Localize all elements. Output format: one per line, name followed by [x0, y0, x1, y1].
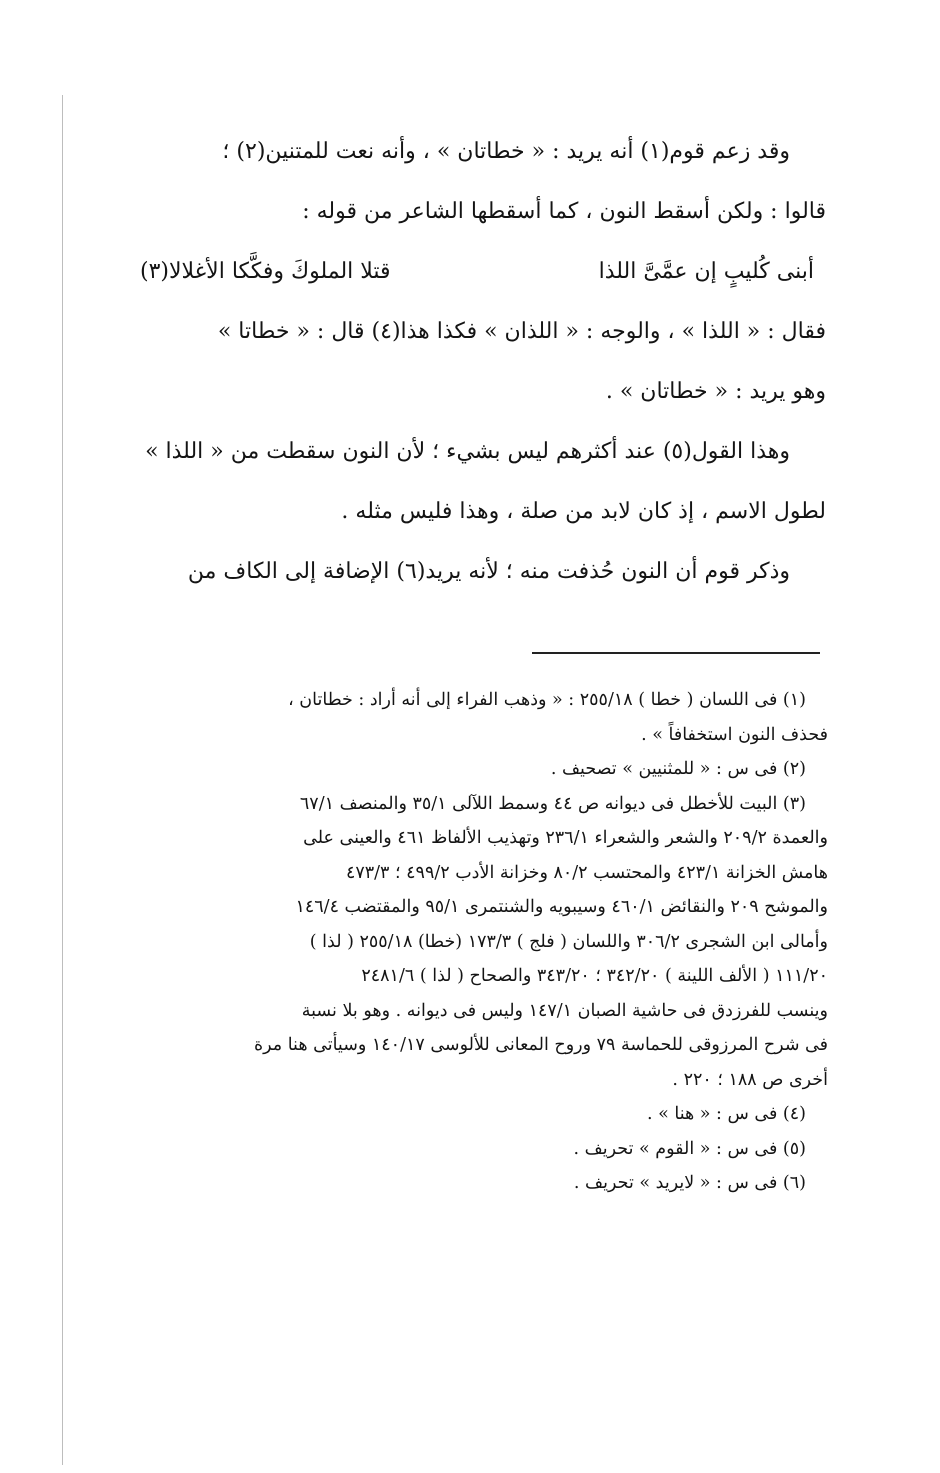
footnote-line: (٣) البيت للأخطل فى ديوانه ص ٤٤ وسمط اللآلى ٣٥/١ والمنصف ٦٧/١: [299, 793, 806, 814]
verse-line: [140, 242, 826, 302]
footnotes: [148, 683, 828, 1201]
footnote-line: والموشح ٢٠٩ والنقائض ٤٦٠/١ وسيبويه والشنتمرى ٩٥/١ والمقتضب ١٤٦/٤: [295, 897, 828, 917]
footnote-line: وينسب للفرزدق فى حاشية الصبان ١٤٧/١ وليس فى ديوانه . وهو بلا نسبة: [301, 1000, 828, 1021]
footnote-line: (٢) فى س : « للمثنيين » تصحيف .: [550, 759, 806, 779]
footnote-line: (٥) فى س : « القوم » تحريف .: [573, 1138, 806, 1159]
verse-second-hemistich: قتلا الملوكَ وفكَّكا الأغلالا(٣): [140, 259, 391, 284]
footnote-line: أخرى ص ١٨٨ ؛ ٢٢٠ .: [672, 1069, 828, 1090]
footnote-line: (٤) فى س : « هنا » .: [646, 1104, 806, 1124]
footnote-line: (٦) فى س : « لايريد » تحريف .: [573, 1173, 806, 1193]
footnote-line: والعمدة ٢٠٩/٢ والشعر والشعراء ٢٣٦/١ وتهذيب الألفاظ ٤٦١ والعينى على: [303, 828, 828, 848]
footnote-line: وأمالى ابن الشجرى ٣٠٦/٢ واللسان ( فلج ) ١٧٣/٣ (خطا) ٢٥٥/١٨ ( لذا ): [309, 931, 828, 952]
main-text: [140, 122, 826, 602]
body-line-6: لطول الاسم ، إذ كان لابد من صلة ، وهذا فليس مثله .: [341, 499, 826, 524]
body-line-3: فقال : « اللذا » ، والوجه : « اللذان » فكذا هذا(٤) قال : « خطاتا »: [217, 319, 826, 344]
footnote-line: فى شرح المرزوقى للحماسة ٧٩ وروح المعانى للألوسى ١٤٠/١٧ وسيأتى هنا مرة: [253, 1035, 828, 1055]
body-line-1: وقد زعم قوم(١) أنه يريد : « خطاتان » ، وأنه نعت للمتنين(٢) ؛: [222, 139, 790, 164]
footnote-line: هامش الخزانة ٤٢٣/١ والمحتسب ٨٠/٢ وخزانة الأدب ٤٩٩/٢ ؛ ٤٧٣/٣: [345, 862, 828, 883]
footnote-line: فحذف النون استخفافاً » .: [641, 724, 828, 745]
page-edge-line: [62, 95, 63, 1465]
footnote-separator: [532, 652, 820, 654]
body-line-2: قالوا : ولكن أسقط النون ، كما أسقطها الشاعر من قوله :: [302, 199, 826, 224]
body-line-7: وذكر قوم أن النون حُذفت منه ؛ لأنه يريد(٦) الإضافة إلى الكاف من: [187, 559, 790, 584]
footnote-line: ١١١/٢٠ ( الألف اللينة ) ٣٤٢/٢٠ ؛ ٣٤٣/٢٠ والصحاح ( لذا ) ٢٤٨١/٦: [361, 966, 828, 986]
body-line-5: وهذا القول(٥) عند أكثرهم ليس بشيء ؛ لأن النون سقطت من « اللذا »: [145, 439, 790, 464]
verse-first-hemistich: أبنى كُليبٍ إن عمَّىَّ اللذا: [598, 259, 814, 284]
footnote-line: (١) فى اللسان ( خطا ) ٢٥٥/١٨ : « وذهب الفراء إلى أنه أراد : خطاتان ،: [288, 690, 806, 710]
body-line-4: وهو يريد : « خطاتان » .: [605, 379, 826, 404]
